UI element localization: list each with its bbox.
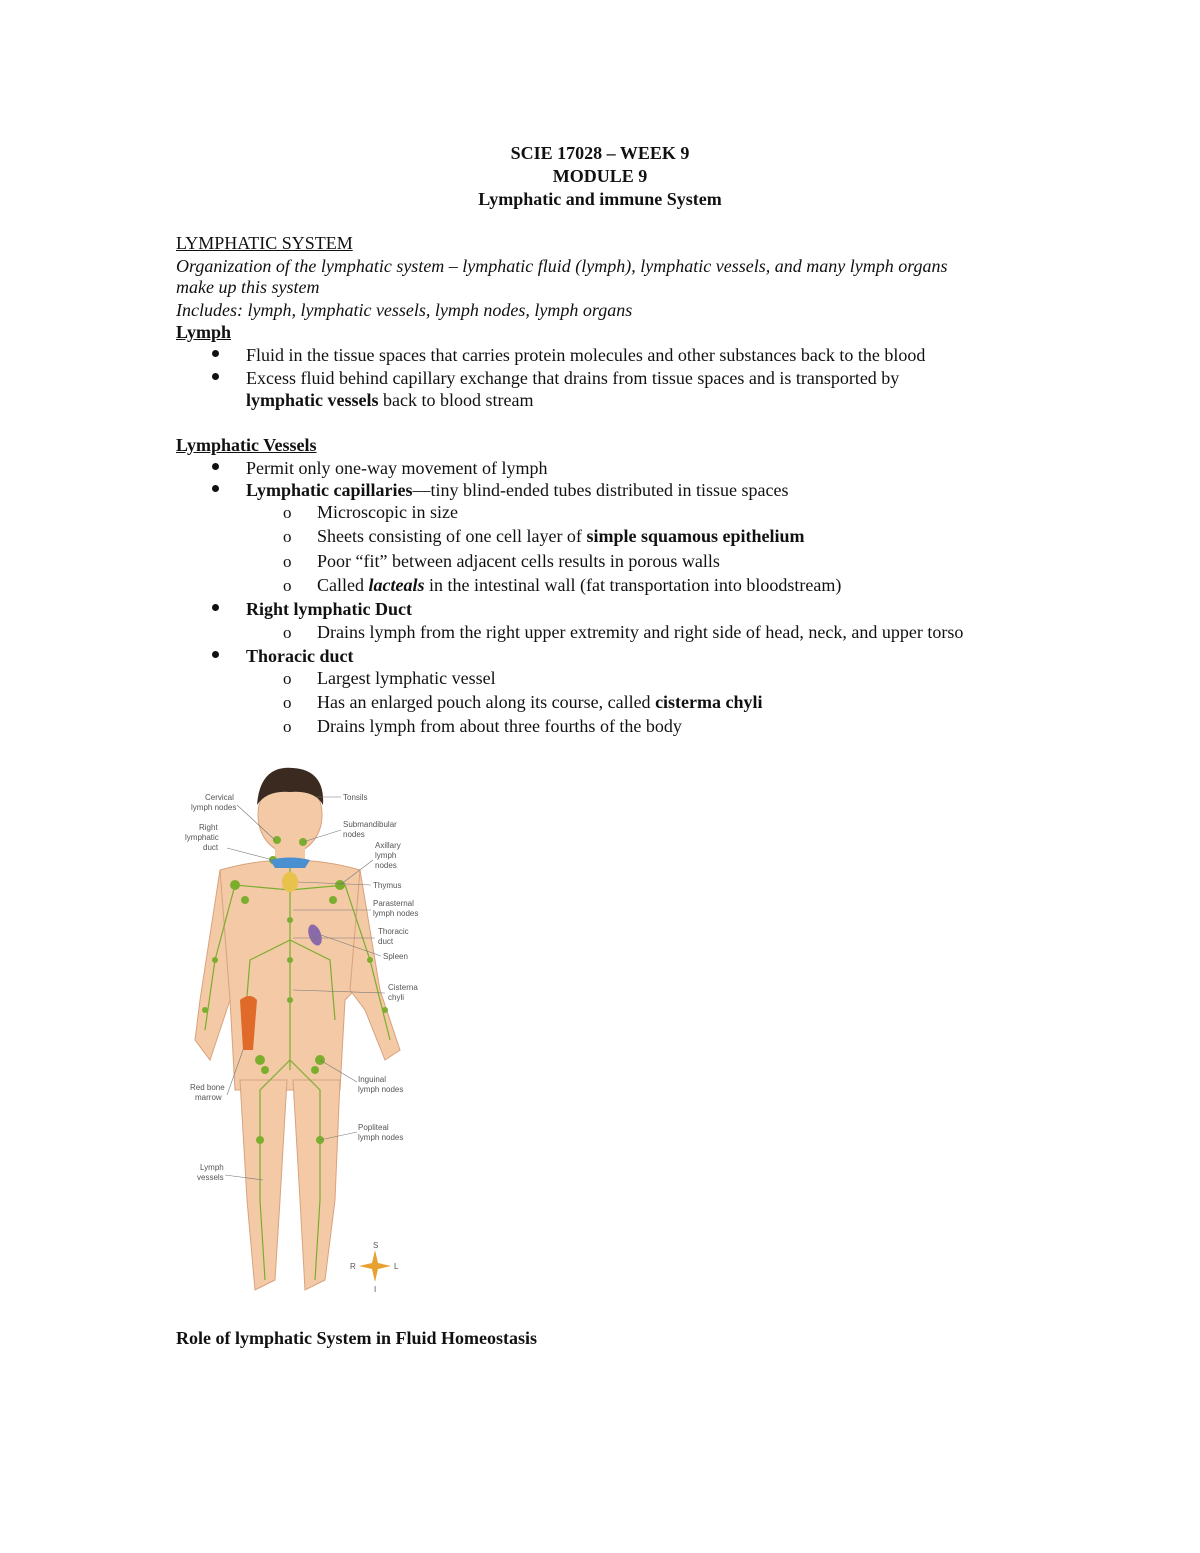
sub-bullet-marker: o <box>283 717 292 736</box>
lymphatic-vessels-term: lymphatic vessels <box>246 390 379 410</box>
label-vessels-1: Lymph <box>200 1163 224 1172</box>
sub-bullet-sheets-pre: Sheets consisting of one cell layer of <box>317 526 587 546</box>
sub-bullet-lacteals-pre: Called <box>317 575 369 595</box>
label-inguinal-2: lymph nodes <box>358 1085 404 1094</box>
sub-bullet-marker: o <box>283 623 292 642</box>
vessels-heading: Lymphatic Vessels <box>176 435 317 455</box>
label-popliteal-1: Popliteal <box>358 1123 389 1132</box>
epithelium-term: simple squamous epithelium <box>586 526 805 546</box>
sub-bullet-three-fourths: Drains lymph from about three fourths of the body <box>317 716 682 736</box>
bullet-dot <box>211 645 221 655</box>
lymphatic-system-heading: LYMPHATIC SYSTEM <box>176 233 353 253</box>
sub-bullet-poor-fit: Poor “fit” between adjacent cells results in porous walls <box>317 551 720 571</box>
label-right-3: duct <box>203 843 219 852</box>
sub-bullet-marker: o <box>283 576 292 595</box>
thoracic-duct-heading: Thoracic duct <box>246 646 354 666</box>
sub-bullet-marker: o <box>283 693 292 712</box>
sub-bullet-marker: o <box>283 669 292 688</box>
sub-bullet-largest: Largest lymphatic vessel <box>317 668 496 688</box>
label-thoracic-2: duct <box>378 937 394 946</box>
lymph-bullet-1: Fluid in the tissue spaces that carries protein molecules and other substances back to the blood <box>246 345 926 365</box>
sub-bullet-marker: o <box>283 503 292 522</box>
lacteals-term: lacteals <box>368 575 425 595</box>
cisterma-chyli-term: cisterma chyli <box>655 692 763 712</box>
includes-line: Includes: lymph, lymphatic vessels, lymph nodes, lymph organs <box>176 300 633 320</box>
module-title: MODULE 9 <box>552 166 648 186</box>
sub-bullet-marker: o <box>283 527 292 546</box>
course-title: SCIE 17028 – WEEK 9 <box>510 143 690 163</box>
bullet-dot <box>211 367 221 377</box>
label-spleen: Spleen <box>383 952 408 961</box>
compass-left: L <box>394 1262 399 1271</box>
vessels-bullet-2-rest: —tiny blind-ended tubes distributed in tissue spaces <box>412 480 789 500</box>
compass-rose <box>350 1241 399 1294</box>
compass-inferior: I <box>374 1285 377 1294</box>
bullet-dot <box>211 598 221 608</box>
label-axillary-2: lymph <box>375 851 397 860</box>
lymph-bullet-2-rest: back to blood stream <box>378 390 534 410</box>
label-right-2: lymphatic <box>185 833 219 842</box>
sub-bullet-lacteals <box>317 574 841 596</box>
label-marrow-1: Red bone <box>190 1083 225 1092</box>
label-right-1: Right <box>199 823 218 832</box>
label-parasternal-2: lymph nodes <box>373 909 419 918</box>
bullet-dot <box>211 344 221 354</box>
label-parasternal-1: Parasternal <box>373 899 414 908</box>
label-cisterna-2: chyli <box>388 993 405 1002</box>
sub-bullet-pouch-pre: Has an enlarged pouch along its course, called <box>317 692 656 712</box>
label-submandibular-1: Submandibular <box>343 820 397 829</box>
label-cervical-2: lymph nodes <box>191 803 237 812</box>
sub-bullet-marker: o <box>283 552 292 571</box>
lymph-bullet-2-cont <box>246 389 533 411</box>
label-marrow-2: marrow <box>195 1093 222 1102</box>
sub-bullet-drains-right: Drains lymph from the right upper extremity and right side of head, neck, and upper torso <box>317 622 964 642</box>
label-axillary-3: nodes <box>375 861 397 870</box>
bullet-dot <box>211 457 221 467</box>
label-axillary-1: Axillary <box>375 841 401 850</box>
organization-line-2: make up this system <box>176 277 320 297</box>
label-popliteal-2: lymph nodes <box>358 1133 404 1142</box>
vessels-bullet-2 <box>246 479 788 501</box>
vessels-bullet-1: Permit only one-way movement of lymph <box>246 458 548 478</box>
fluid-homeostasis-heading: Role of lymphatic System in Fluid Homeostasis <box>176 1328 538 1348</box>
compass-superior: S <box>373 1241 379 1250</box>
label-tonsils: Tonsils <box>343 793 368 802</box>
lymph-heading: Lymph <box>176 322 232 342</box>
sub-bullet-microscopic: Microscopic in size <box>317 502 458 522</box>
sub-bullet-lacteals-rest: in the intestinal wall (fat transportation into bloodstream) <box>424 575 842 595</box>
label-vessels-2: vessels <box>197 1173 224 1182</box>
label-cisterna-1: Cisterna <box>388 983 418 992</box>
compass-right: R <box>350 1262 356 1271</box>
label-thymus: Thymus <box>373 881 402 890</box>
organization-line-1: Organization of the lymphatic system – lymphatic fluid (lymph), lymphatic vessels, and many lymph organs <box>176 256 948 276</box>
sub-bullet-pouch <box>317 691 763 713</box>
sub-bullet-sheets <box>317 525 804 547</box>
topic-title: Lymphatic and immune System <box>478 189 722 209</box>
label-thoracic-1: Thoracic <box>378 927 409 936</box>
lymphatic-system-figure <box>175 760 435 1305</box>
lymphatic-capillaries-term: Lymphatic capillaries <box>246 480 413 500</box>
label-submandibular-2: nodes <box>343 830 365 839</box>
label-inguinal-1: Inguinal <box>358 1075 387 1084</box>
body-silhouette <box>195 768 400 1290</box>
right-lymphatic-duct-heading: Right lymphatic Duct <box>246 599 412 619</box>
label-cervical-1: Cervical <box>205 793 234 802</box>
bullet-dot <box>211 479 221 489</box>
lymph-bullet-2: Excess fluid behind capillary exchange that drains from tissue spaces and is transported by <box>246 368 900 388</box>
